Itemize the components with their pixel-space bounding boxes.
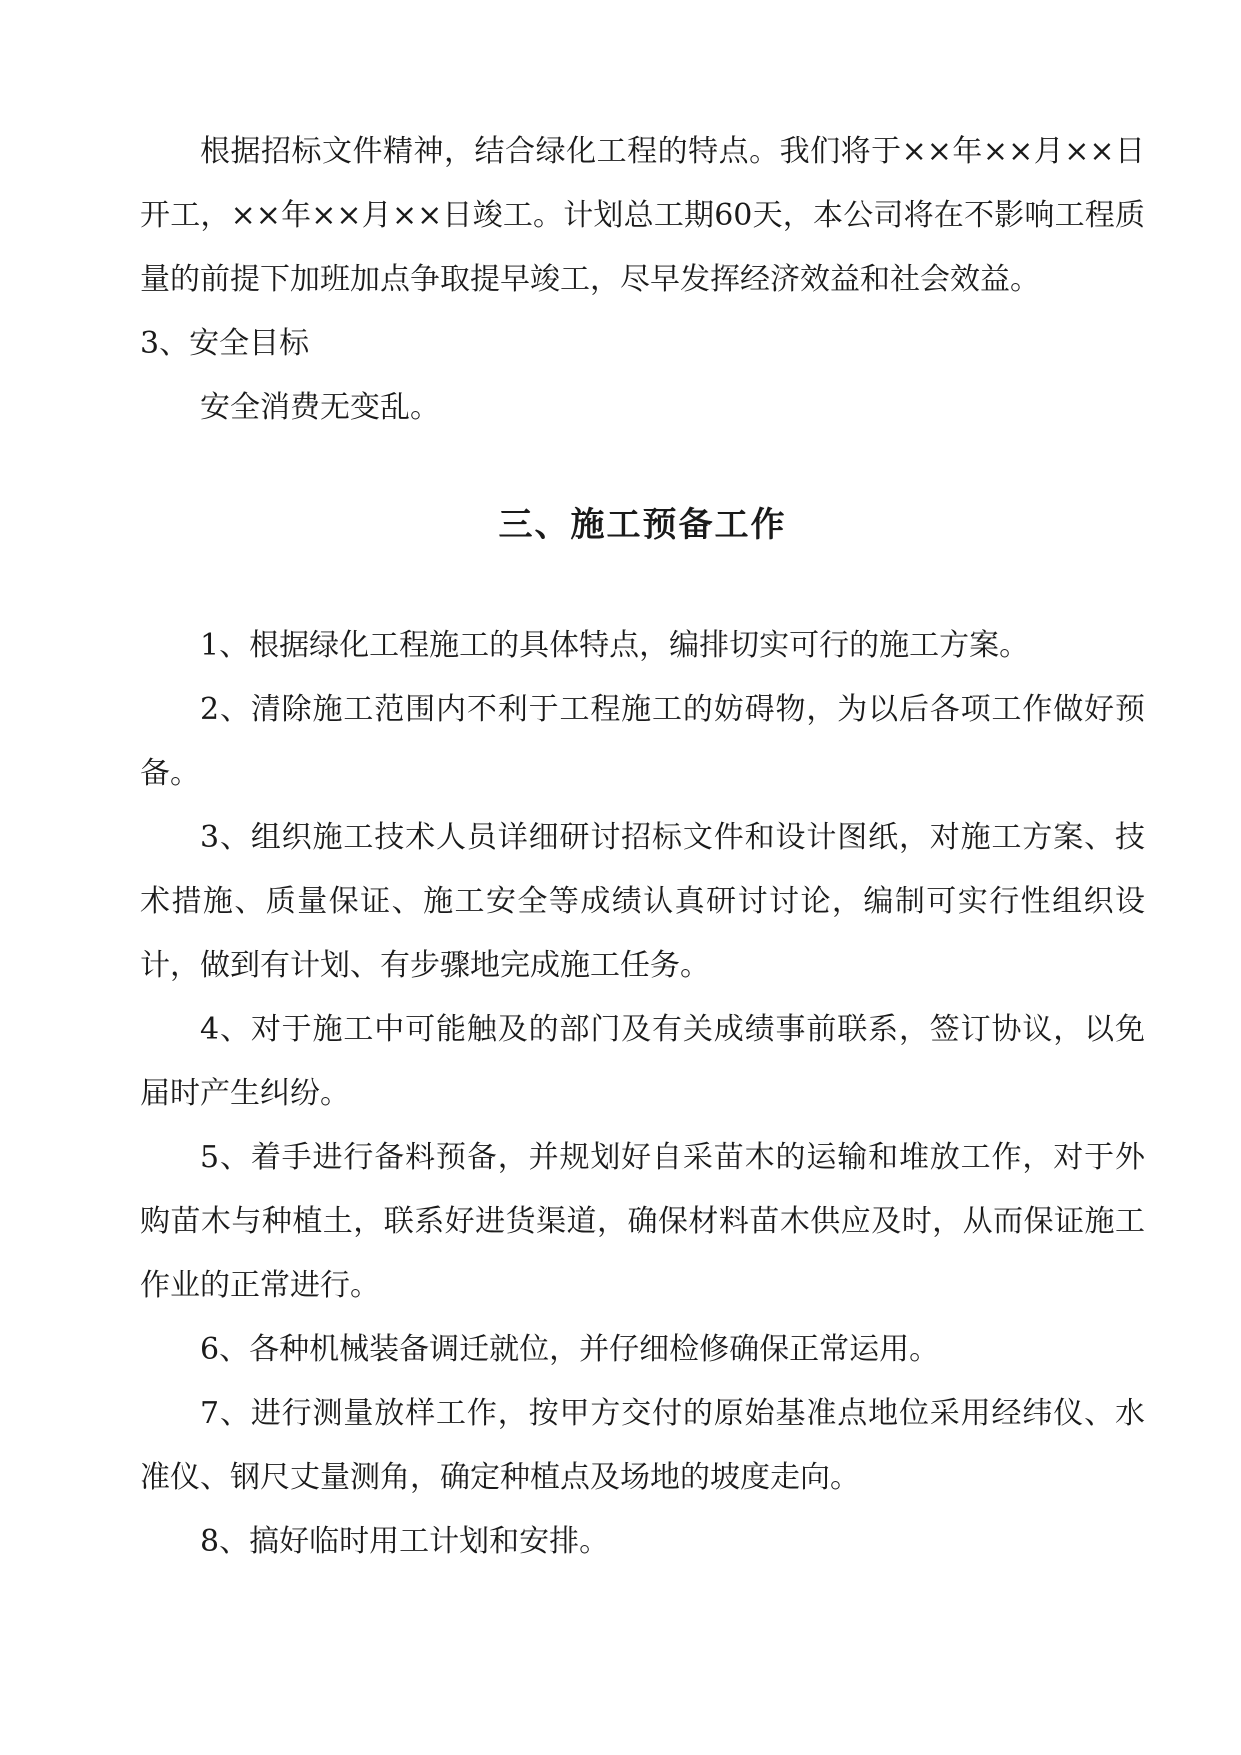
document-body — [140, 120, 1145, 1574]
list-item: 2、清除施工范围内不利于工程施工的妨碍物，为以后各项工作做好预备。 — [140, 692, 1145, 791]
list-item: 7、进行测量放样工作，按甲方交付的原始基准点地位采用经纬仪、水准仪、钢尺丈量测角，确定种植点及场地的坡度走向。 — [140, 1396, 1145, 1495]
list-item: 1、根据绿化工程施工的具体特点，编排切实可行的施工方案。 — [200, 628, 1030, 663]
list-item: 4、对于施工中可能触及的部门及有关成绩事前联系，签订协议，以免届时产生纠纷。 — [140, 1012, 1145, 1111]
list-item: 3、组织施工技术人员详细研讨招标文件和设计图纸，对施工方案、技术措施、质量保证、施工安全等成绩认真研讨讨论，编制可实行性组织设计，做到有计划、有步骤地完成施工任务。 — [140, 820, 1145, 983]
intro-paragraph: 根据招标文件精神，结合绿化工程的特点。我们将于××年××月××日开工，××年××月××日竣工。计划总工期60天，本公司将在不影响工程质量的前提下加班加点争取提早竣工，尽早发挥经济效益和社会效益。 — [140, 134, 1145, 297]
list-item: 5、着手进行备料预备，并规划好自采苗木的运输和堆放工作，对于外购苗木与种植土，联系好进货渠道，确保材料苗木供应及时，从而保证施工作业的正常进行。 — [140, 1140, 1145, 1303]
safety-heading: 3、安全目标 — [140, 326, 310, 361]
section-title: 三、施工预备工作 — [498, 505, 787, 545]
safety-text: 安全消费无变乱。 — [200, 390, 440, 425]
list-item: 6、各种机械装备调迁就位，并仔细检修确保正常运用。 — [200, 1332, 940, 1367]
list-item: 8、搞好临时用工计划和安排。 — [200, 1524, 610, 1559]
